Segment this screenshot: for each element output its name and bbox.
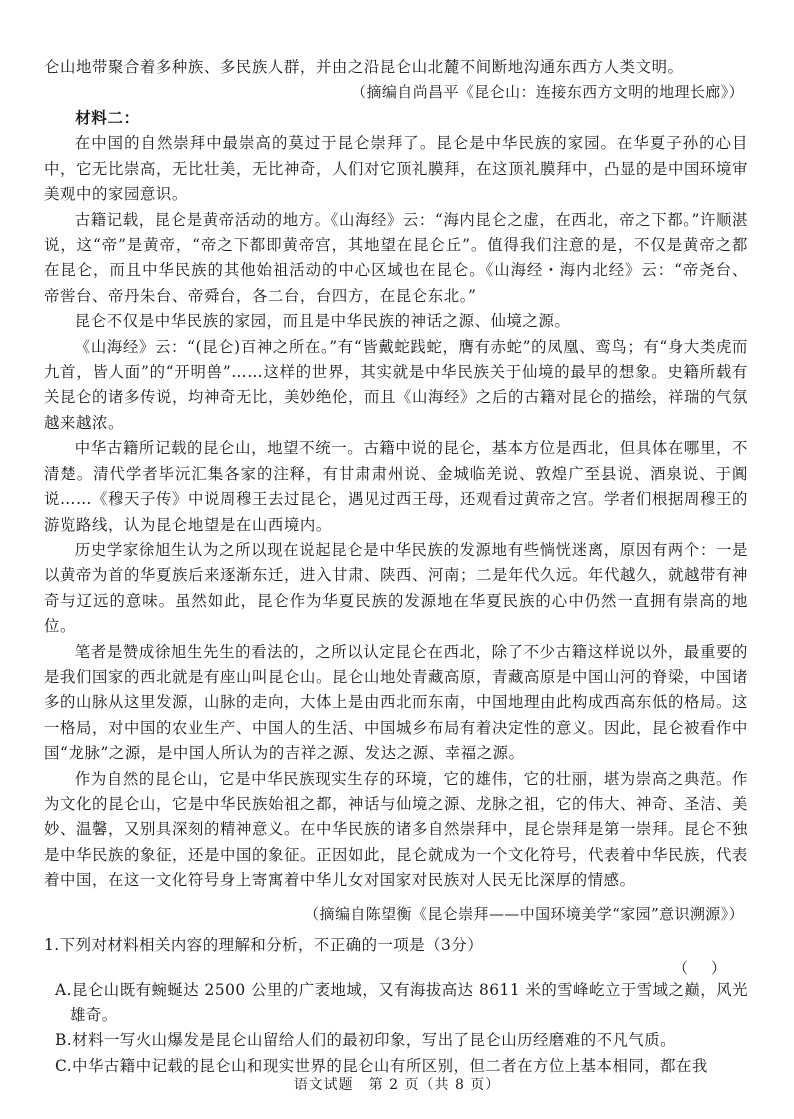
material-paragraph: 中华古籍所记载的昆仑山，地望不统一。古籍中说的昆仑，基本方位是西北，但具体在哪里，不清楚。清代学者毕沅汇集各家的注释，有甘肃肃州说、金城临羌说、敦煌广至县说、酒泉说、于阗说……《穆天子传》中说周穆王去过昆仑，遇见过西王母，还观看过黄帝之宫。学者们根据周穆王的游览路线，认为昆仑地望是在山西境内。 — [44, 439, 748, 534]
material-two-heading: 材料二： — [75, 108, 140, 128]
source-citation-1: （摘编自尚昌平《昆仑山：连接东西方文明的地理长廊》） — [351, 83, 744, 102]
material-paragraph: 历史学家徐旭生认为之所以现在说起昆仑是中华民族的发源地有些惝恍迷离，原因有两个：一是以黄帝为首的华夏族后来逐渐东迁，进入甘肃、陕西、河南；二是年代久远。年代越久，就越带有神奇与辽远的意味。虽然如此，昆仑作为华夏民族的发源地在华夏民族的心中仍然一直拥有崇高的地位。 — [44, 540, 748, 636]
option-text: 昆仑山既有蜿蜒达 2500 公里的广袤地域，又有海拔高达 8611 米的雪峰屹立于雪域之巅，风光雄奇。 — [70, 980, 748, 1024]
continuation-paragraph: 仑山地带聚合着多种族、多民族人群，并由之沿昆仑山北麓不间断地沟通东西方人类文明。 — [44, 58, 684, 76]
material-paragraph: 在中国的自然崇拜中最崇高的莫过于昆仑崇拜了。昆仑是中华民族的家园。在华夏子孙的心目中，它无比崇高，无比壮美，无比神奇，人们对它顶礼膜拜，在这顶礼膜拜中，凸显的是中国环境审美观中的家园意识。 — [44, 134, 748, 204]
source-citation-2: （摘编自陈望衡《昆仑崇拜——中国环境美学“家园”意识溯源》） — [304, 904, 744, 923]
question-stem: 1.下列对材料相关内容的理解和分析，不正确的一项是（3分） — [44, 935, 484, 954]
material-paragraph: 笔者是赞成徐旭生先生的看法的，之所以认定昆仑在西北，除了不少古籍这样说以外，最重要的是我们国家的西北就是有座山叫昆仑山。昆仑山地处青藏高原，青藏高原是中国山河的脊梁，中国诸多的山脉从这里发源，山脉的走向，大体上是由西北而东南，中国地理由此构成西高东低的格局。这一格局，对中国的农业生产、中国人的生活、中国城乡布局有着决定性的意义。因此，昆仑被看作中国“龙脉”之源，是中国人所认为的吉祥之源、发达之源、幸福之源。 — [44, 642, 748, 763]
material-paragraph: 古籍记载，昆仑是黄帝活动的地方。《山海经》云：“海内昆仑之虚，在西北，帝之下都。”许顺湛说，这“帝”是黄帝，“帝之下都即黄帝宫，其地望在昆仑丘”。值得我们注意的是，不仅是黄帝之都在昆仑，而且中华民族的其他始祖活动的中心区域也在昆仑。《山海经・海内北经》云：“帝尧台、帝喾台、帝丹朱台、帝舜台，各二台，台四方，在昆仑东北。” — [44, 210, 748, 305]
option-text: 中华古籍中记载的昆仑山和现实世界的昆仑山有所区别，但二者在方位上基本相同，都在我 — [72, 1056, 708, 1075]
material-paragraph: 作为自然的昆仑山，它是中华民族现实生存的环境，它的雄伟，它的壮丽，堪为崇高之典范。作为文化的昆仑山，它是中华民族始祖之都，神话与仙境之源、龙脉之祖，它的伟大、神奇、圣洁、美妙、温馨，又别具深刻的精神意义。在中华民族的诸多自然崇拜中，昆仑崇拜是第一崇拜。昆仑不独是中华民族的象征，还是中国的象征。正因如此，昆仑就成为一个文化符号，代表着中华民族，代表着中国，在这一文化符号身上寄寓着中华儿女对国家对民族对人民无比深厚的情感。 — [44, 769, 748, 890]
page-footer: 语文试题 第 2 页（共 8 页） — [293, 1077, 501, 1093]
option-a — [44, 978, 748, 1029]
material-paragraph: 昆仑不仅是中华民族的家园，而且是中华民族的神话之源、仙境之源。 — [74, 312, 571, 331]
material-paragraph: 《山海经》云：“(昆仑)百神之所在。”有“皆戴蛇践蛇，膺有赤蛇”的凤凰、鸾鸟；有“身大类虎而九首，皆人面”的“开明兽”……这样的世界，其实就是中华民族关于仙境的最早的想象。史籍所载有关昆仑的诸多传说，均神奇无比，美妙绝伦，而且《山海经》之后的古籍对昆仑的描绘，祥瑞的气氛越来越浓。 — [44, 337, 748, 432]
option-label: B. — [55, 1031, 73, 1050]
option-b — [44, 1028, 748, 1053]
answer-bracket: （ ） — [672, 958, 730, 977]
option-label: A. — [55, 980, 73, 999]
option-text: 材料一写火山爆发是昆仑山留给人们的最初印象，写出了昆仑山历经磨难的不凡气质。 — [72, 1031, 677, 1050]
option-label: C. — [55, 1056, 73, 1075]
